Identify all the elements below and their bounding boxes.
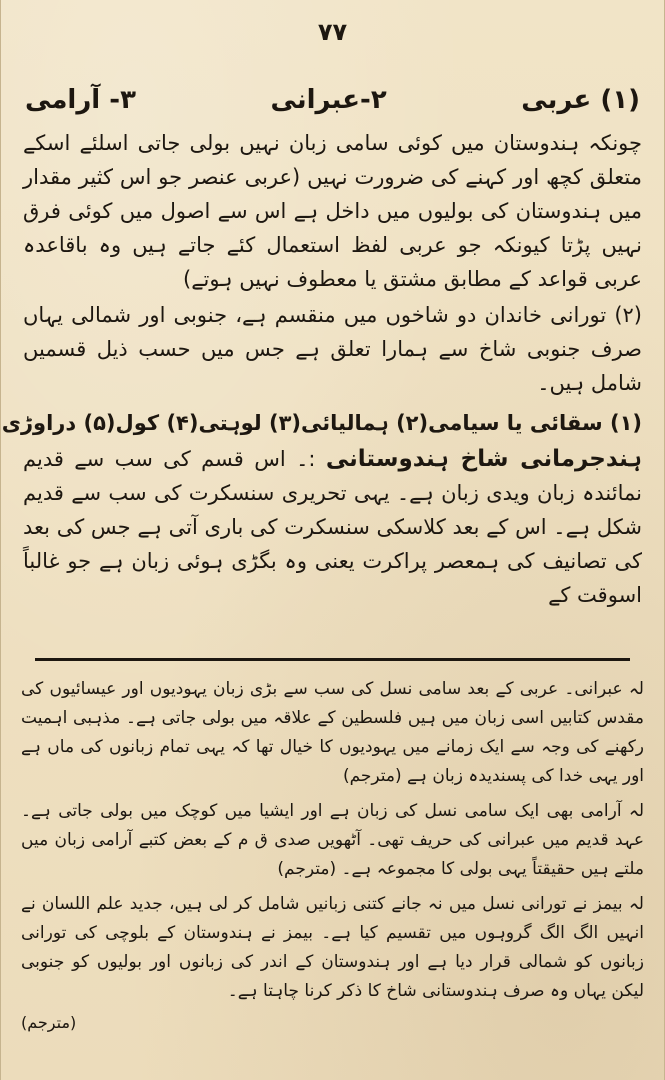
family-item: (۲) ہمالیائی	[301, 411, 429, 435]
main-text	[1, 126, 642, 631]
paragraph-indo-germanic	[23, 442, 642, 612]
family-item: (۴) کول	[115, 411, 199, 435]
section-heading: ہندجرمانی شاخ ہندوستانی	[325, 446, 642, 472]
language-arabic: (۱) عربی	[521, 85, 640, 115]
translator-signature: (مترجم)	[21, 1013, 77, 1032]
turanian-family-list	[1, 406, 642, 440]
family-item: (۱) سقائی یا سیامی	[428, 411, 642, 435]
language-list-header	[25, 80, 640, 120]
language-aramaic: ۳- آرامی	[25, 85, 136, 115]
family-item: (۵) دراوڑی	[1, 411, 116, 435]
paragraph-text: :۔ اس قسم کی سب سے قدیم نمائندہ زبان ویدی زبان ہے۔ یہی تحریری سنسکرت کی سب سے قدیم شکل ہے۔ اس کے بعد کلاسکی سنسکرت کی باری آتی ہے جس کی بعد کی تصانیف کی ہمعصر پراکرت یعنی وہ بگڑی ہوئی زبان ہے جو غالباً اسوقت کے	[23, 447, 642, 607]
footnote-turanian: لہ بیمز نے تورانی نسل میں نہ جانے کتنی زبانیں شامل کر لی ہیں، جدید علم اللسان نے انہیں الگ الگ گروہوں میں تقسیم کیا ہے۔ بیمز نے ہندوستان کے بلوچی کی تورانی زبانوں کو شمالی قرار دیا ہے اور ہندوستان کے اندر کی زبانوں اور بولیوں کو جنوبی لیکن یہاں وہ صرف ہندوستانی شاخ کا ذکر کرنا چاہتا ہے۔	[21, 894, 644, 1001]
language-hebrew: ۲-عبرانی	[270, 85, 387, 115]
page-number: ۷۷	[317, 18, 348, 46]
footnote-aramaic: لہ آرامی بھی ایک سامی نسل کی زبان ہے اور ایشیا میں کوچک میں بولی جاتی ہے۔ عہد قدیم میں عبرانی کی حریف تھی۔ آٹھویں صدی ق م کے بعض کتبے آرامی زبان میں ملتے ہیں حقیقتاً یہی بولی کا مجموعہ ہے۔ (مترجم)	[21, 801, 644, 879]
family-item: (۳) لوہتی	[198, 411, 302, 435]
paragraph-semitic: چونکہ ہندوستان میں کوئی سامی زبان نہیں بولی جاتی اسلئے اسکے متعلق کچھ اور کہنے کی ضرورت نہیں (عربی عنصر جو اس کثیر مقدار میں ہندوستان کی بولیوں میں داخل ہے اس سے اصول میں کوئی فرق نہیں پڑتا کیونکہ جو عربی لفظ استعمال کئے جاتے ہیں وہ باقاعدہ عربی قواعد کے مطابق مشتق یا معطوف نہیں ہوتے)	[23, 131, 642, 291]
paragraph-turanian: (۲) تورانی خاندان دو شاخوں میں منقسم ہے، جنوبی اور شمالی یہاں صرف جنوبی شاخ سے ہمارا تعلق ہے جس میں حسب ذیل قسمیں شامل ہیں۔	[23, 303, 642, 395]
footnotes	[21, 675, 644, 1065]
footnote-hebrew: لہ عبرانی۔ عربی کے بعد سامی نسل کی سب سے بڑی زبان یہودیوں اور عیسائیوں کی مقدس کتابیں اسی زبان میں ہیں فلسطین کے علاقہ میں بولی جاتی ہے۔ مذہبی اہمیت رکھنے کی وجہ سے ایک زمانے میں یہودیوں کا خیال تھا کہ یہی تمام زبانوں کی ماں ہے اور یہی خدا کی پسندیدہ زبان ہے (مترجم)	[21, 679, 644, 786]
footnote-divider	[35, 658, 630, 661]
